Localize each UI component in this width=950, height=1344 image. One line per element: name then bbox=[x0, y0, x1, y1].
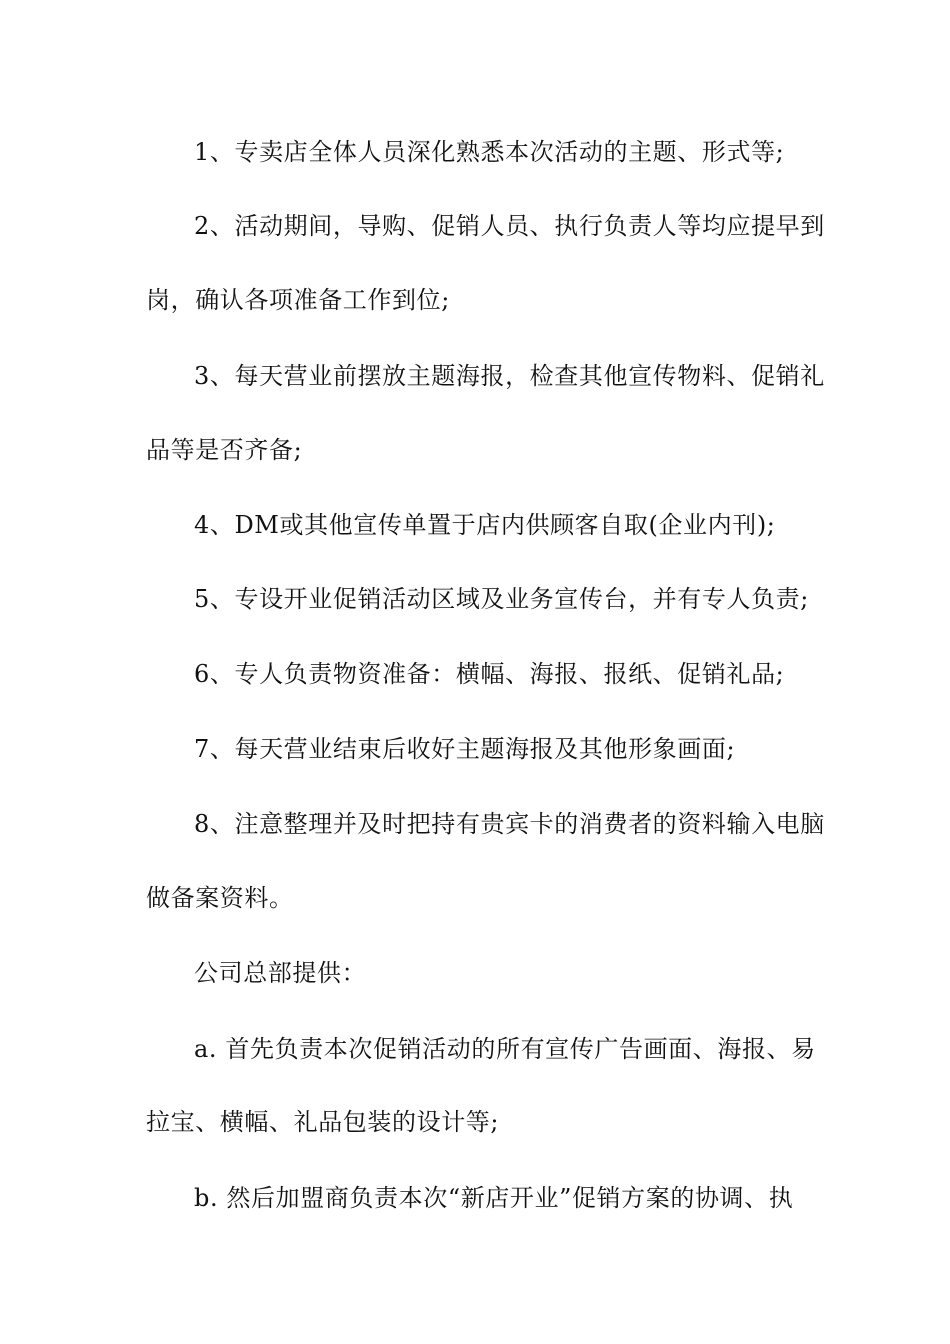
paragraph-line-7: 5、专设开业促销活动区域及业务宣传台，并有专人负责; bbox=[194, 585, 809, 613]
paragraph-line-12: a. 首先负责本次促销活动的所有宣传广告画面、海报、易 bbox=[194, 1035, 816, 1063]
section-heading: 公司总部提供： bbox=[194, 959, 367, 987]
paragraph-line-6: 4、DM或其他宣传单置于店内供顾客自取(企业内刊); bbox=[194, 511, 776, 539]
paragraph-line-3: 岗，确认各项准备工作到位; bbox=[146, 286, 450, 314]
paragraph-line-11: 做备案资料。 bbox=[146, 884, 294, 912]
paragraph-line-13: 拉宝、横幅、礼品包装的设计等; bbox=[146, 1108, 500, 1136]
paragraph-line-4: 3、每天营业前摆放主题海报，检查其他宣传物料、促销礼 bbox=[194, 362, 825, 390]
paragraph-line-10: 8、注意整理并及时把持有贵宾卡的消费者的资料输入电脑 bbox=[194, 810, 825, 838]
paragraph-line-1: 1、专卖店全体人员深化熟悉本次活动的主题、形式等; bbox=[194, 138, 785, 166]
paragraph-line-9: 7、每天营业结束后收好主题海报及其他形象画面; bbox=[194, 735, 736, 763]
paragraph-line-2: 2、活动期间，导购、促销人员、执行负责人等均应提早到 bbox=[194, 212, 825, 240]
paragraph-line-5: 品等是否齐备; bbox=[146, 436, 303, 464]
paragraph-line-14: b. 然后加盟商负责本次“新店开业”促销方案的协调、执 bbox=[194, 1184, 794, 1212]
paragraph-line-8: 6、专人负责物资准备：横幅、海报、报纸、促销礼品; bbox=[194, 660, 785, 688]
